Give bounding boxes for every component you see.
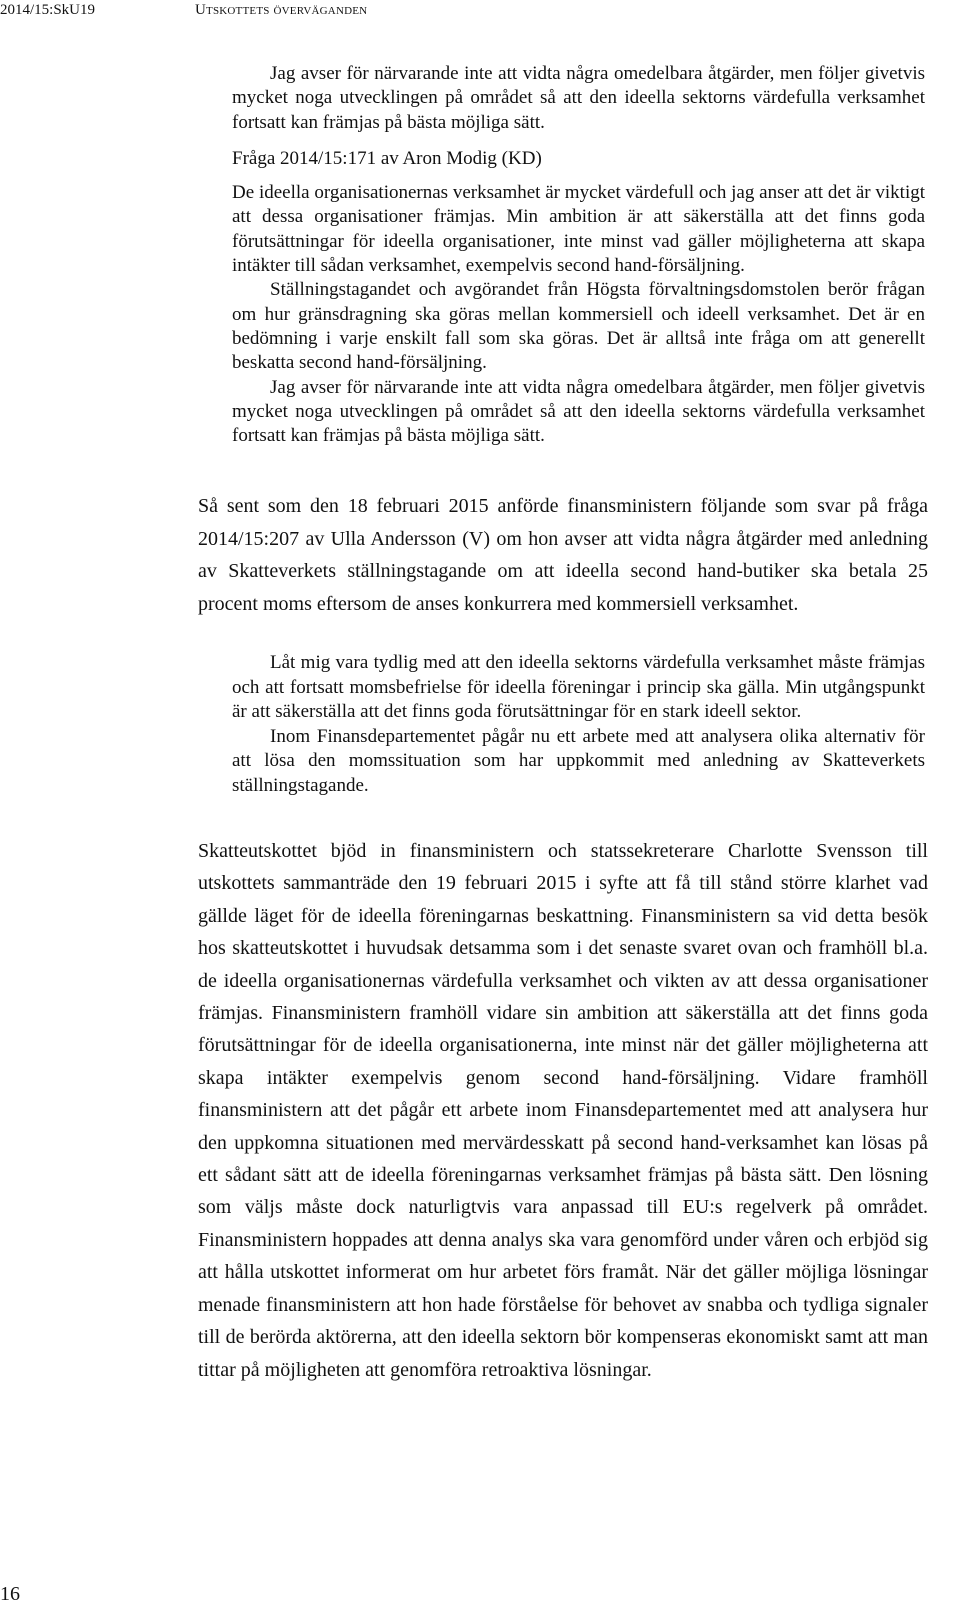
quote-paragraph: Ställningstagandet och avgörandet från Högsta förvaltningsdomstolen berör frågan om hur gränsdragning ska göras mellan kommersiell och ideell verksamhet. Det är en bedömning i varje enskilt fall som ska göras. Det är alltså inte fråga om att generellt beskatta second hand-försäljning. — [232, 279, 925, 374]
quote-block-1 — [232, 62, 925, 448]
body-paragraph: Skatteutskottet bjöd in finansministern och statssekreterare Charlotte Svensson till utskottets sammanträde den 19 februari 2015 i syfte att få till stånd större klarhet vad gällde läget för de ideella föreningarnas beskattning. Finansministern sa vid detta besök hos skatteutskottet i huvudsak detsamma som i det senaste svaret ovan och framhöll bl.a. de ideella organisationernas värdefulla verksamhet och vikten av att dessa organisationer främjas. Finansministern framhöll vidare sin ambition att säkerställa att det finns goda förutsättningar för de ideella organisationerna, inte minst när det gäller möjligheterna att skapa intäkter exempelvis genom second hand-försäljning. Vidare framhöll finansministern att det pågår ett arbete inom Finansdepartementet med att analysera hur den uppkomna situationen med mervärdesskatt på second hand-verksamhet kan lösas på ett sådant sätt att de ideella föreningarnas verksamhet främjas på bästa sätt. Den lösning som väljs måste dock naturligtvis vara anpassad till EU:s regelverk på området. Finansministern hoppades att denna analys ska vara genomförd under våren och erbjöd sig att hålla utskottet informerat om hur arbetet förs framåt. När det gäller möjliga lösningar menade finansministern att hon hade förståelse för behovet av snabba och tydliga signaler till de berörda aktörerna, att den ideella sektorn bör kompenseras ekonomiskt samt att man tittar på möjligheten att genomföra retroaktiva lösningar. — [198, 840, 928, 1381]
quote-block-2 — [232, 651, 925, 798]
quote-paragraph: Låt mig vara tydlig med att den ideella sektorns värdefulla verksamhet måste främjas och att fortsatt momsbefrielse för ideella föreningar i princip ska gälla. Min utgångspunkt är att säkerställa att det finns goda förutsättningar för en stark ideell sektor. — [232, 652, 925, 722]
quote-paragraph: Jag avser för närvarande inte att vidta några omedelbara åtgärder, men följer givetvis mycket noga utvecklingen på området så att den ideella sektorns värdefulla verksamhet fortsatt kan främjas på bästa möjliga sätt. — [232, 376, 925, 447]
document-id: 2014/15:SkU19 — [0, 2, 96, 18]
quote-paragraph: Jag avser för närvarande inte att vidta några omedelbara åtgärder, men följer givetvis mycket noga utvecklingen på området så att den ideella sektorns värdefulla verksamhet fortsatt kan främjas på bästa möjliga sätt. — [232, 63, 925, 133]
page-number: 16 — [0, 1583, 20, 1605]
body-paragraph: Så sent som den 18 februari 2015 anförde finansministern följande som svar på fråga 2014/15:207 av Ulla Andersson (V) om hon avser att vidta några åtgärder med anledning av Skatteverkets ställningstagande om att ideella second hand-butiker ska betala 25 procent moms eftersom de anses konkurrera med kommersiell verksamhet. — [198, 495, 928, 615]
quote-paragraph: Inom Finansdepartementet pågår nu ett arbete med att analysera olika alternativ för att lösa den momssituation som har uppkommit med anledning av Skatteverkets ställningstagande. — [232, 725, 925, 796]
quote-paragraph: De ideella organisationernas verksamhet är mycket värdefull och jag anser att det är viktigt att dessa organisationer främjas. Min ambition är att säkerställa att det finns goda förutsättningar för ideella organisationer, inte minst vad gäller möjligheterna att skapa intäkter till sådan verksamhet, exempelvis second hand-försäljning. — [232, 182, 925, 277]
section-title: Utskottets överväganden — [195, 2, 368, 18]
question-heading: Fråga 2014/15:171 av Aron Modig (KD) — [232, 147, 542, 169]
